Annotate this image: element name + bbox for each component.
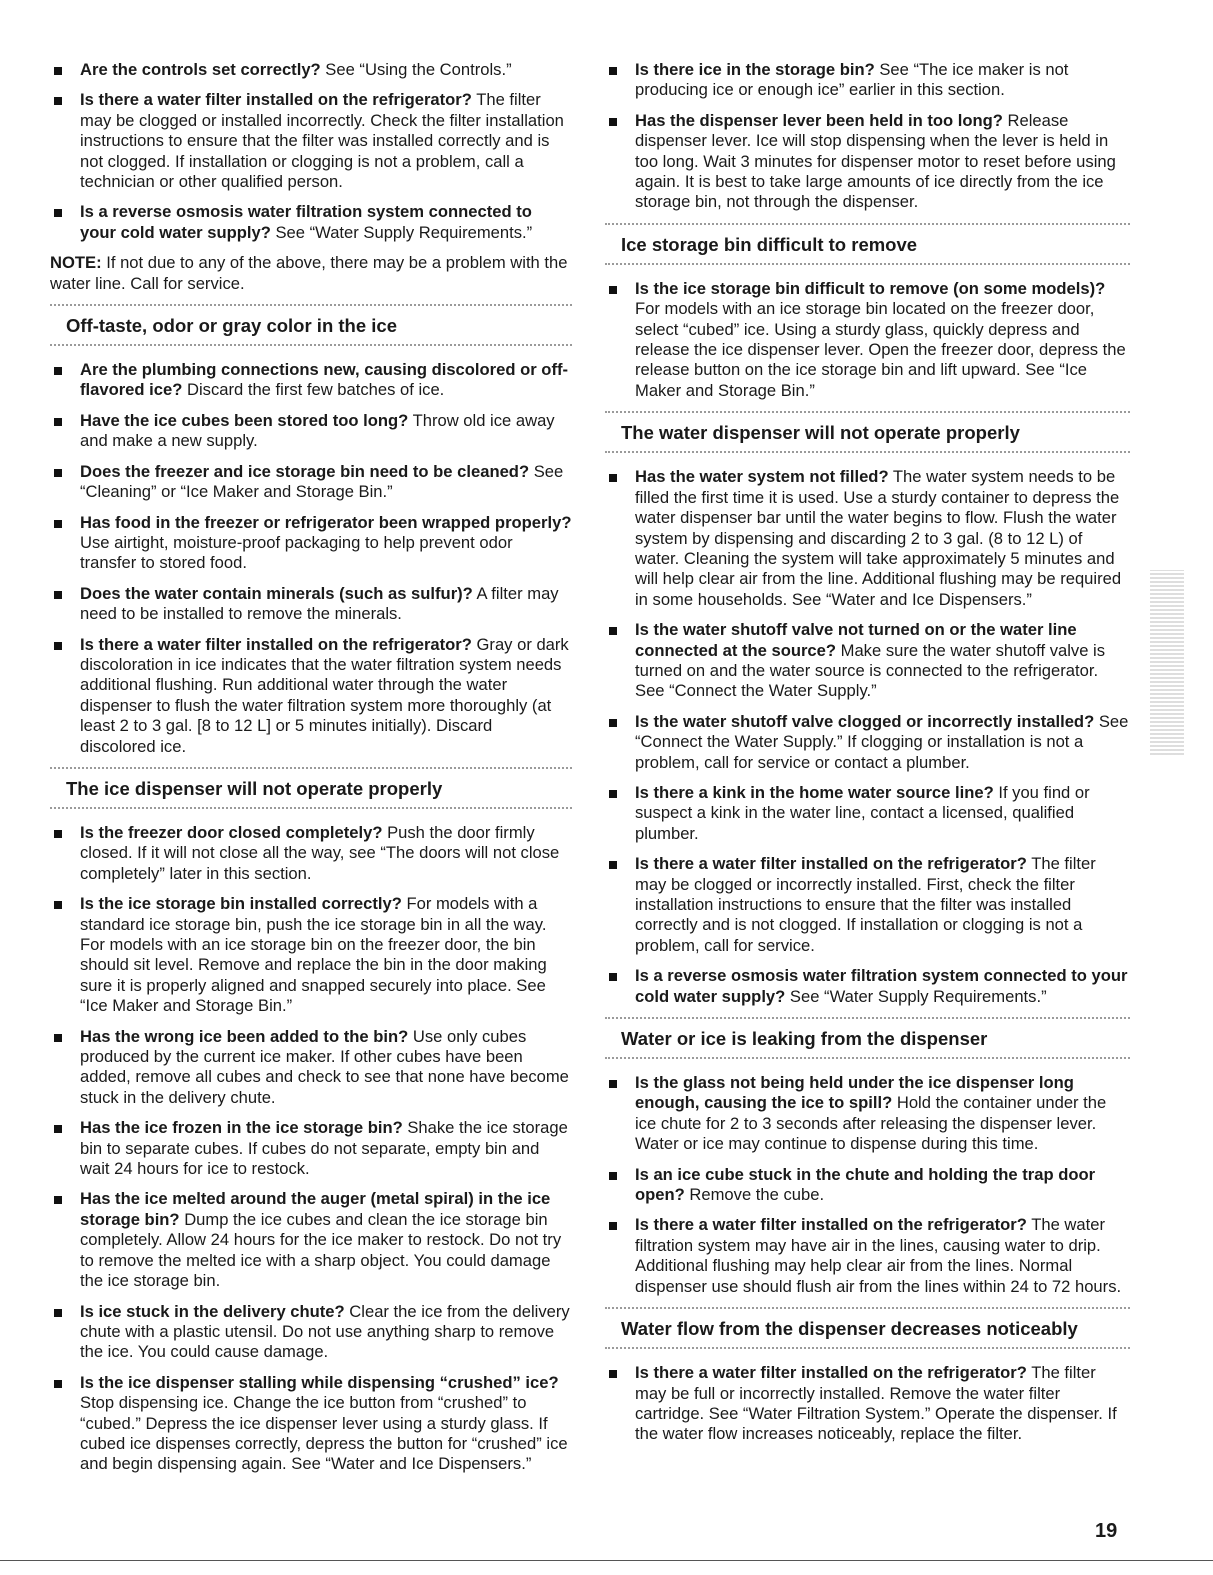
square-bullet-icon — [609, 1080, 617, 1088]
troubleshooting-item — [50, 635, 572, 757]
item-answer: The filter may be clogged or installed incorrectly. Check the filter installation instructions to ensure that the filter was installed correctly and is not clogged. If installation or clogging is not a problem, call a technician or other qualified person. — [80, 90, 564, 192]
section-title: Ice storage bin difficult to remove — [621, 233, 918, 255]
dotted-divider — [50, 807, 572, 809]
item-question: Is there a kink in the home water source line? — [635, 782, 994, 802]
item-question: Has the ice frozen in the ice storage bin? — [80, 1118, 403, 1138]
item-question: Is the water shutoff valve not turned on or the water line connected at the source? — [635, 620, 1077, 660]
square-bullet-icon — [609, 719, 617, 727]
square-bullet-icon — [54, 901, 62, 909]
item-question: Does the freezer and ice storage bin need to be cleaned? — [80, 461, 530, 481]
item-answer: Remove the cube. — [684, 1185, 825, 1205]
note-label: NOTE: — [50, 253, 102, 273]
section-title: Water or ice is leaking from the dispenser — [621, 1028, 988, 1050]
troubleshooting-item — [50, 60, 572, 80]
troubleshooting-item — [50, 823, 572, 884]
square-bullet-icon — [609, 790, 617, 798]
square-bullet-icon — [609, 627, 617, 635]
item-question: Is an ice cube stuck in the chute and holding the trap door open? — [635, 1164, 1096, 1205]
troubleshooting-item — [605, 111, 1130, 213]
square-bullet-icon — [54, 520, 62, 528]
item-answer: Use only cubes produced by the current ice maker. If other cubes have been added, remove all cubes and check to see that none have become stuck in the delivery chute. — [80, 1026, 569, 1107]
square-bullet-icon — [609, 286, 617, 294]
item-question: Is ice stuck in the delivery chute? — [80, 1301, 345, 1321]
troubleshooting-item — [605, 854, 1130, 956]
square-bullet-icon — [54, 469, 62, 477]
item-question: Has food in the freezer or refrigerator been wrapped properly? — [80, 512, 572, 532]
troubleshooting-item — [605, 620, 1130, 702]
item-answer: Dump the ice cubes and clean the ice storage bin completely. Allow 24 hours for the ice maker to restock. Do not try to remove the melted ice with a sharp object. You could damage the ice storage bin. — [80, 1209, 562, 1291]
troubleshooting-item — [50, 1373, 572, 1475]
item-answer: See “Using the Controls.” — [320, 60, 512, 79]
section-header — [605, 1307, 1130, 1349]
item-question: Is a reverse osmosis water filtration system connected to your cold water supply? — [635, 966, 1128, 1006]
troubleshooting-item — [605, 1363, 1130, 1445]
item-answer: Make sure the water shutoff valve is turned on and the water source is connected to the refrigerator. See “Connect the Water Supply.” — [635, 640, 1106, 701]
page-edge-marking — [1150, 570, 1184, 755]
square-bullet-icon — [609, 118, 617, 126]
troubleshooting-item — [50, 462, 572, 503]
item-question: Has the dispenser lever been held in too long? — [635, 110, 1003, 130]
item-question: Is the glass not being held under the ice dispenser long enough, causing the ice to spill? — [635, 1073, 1074, 1113]
square-bullet-icon — [609, 1370, 617, 1378]
note-text: If not due to any of the above, there may be a problem with the water line. Call for service. — [50, 253, 568, 293]
section-title: Off-taste, odor or gray color in the ice — [66, 315, 397, 337]
item-question: Is the freezer door closed completely? — [80, 822, 383, 842]
page-number: 19 — [1095, 1520, 1118, 1542]
item-answer: A filter may need to be installed to remove the minerals. — [80, 583, 559, 624]
item-question: Does the water contain minerals (such as sulfur)? — [80, 583, 473, 603]
item-question: Is there ice in the storage bin? — [635, 60, 875, 79]
square-bullet-icon — [54, 1309, 62, 1317]
troubleshooting-item — [605, 60, 1130, 101]
item-answer: Hold the container under the ice chute for 2 to 3 seconds after releasing the dispenser lever. Water or ice may continue to dispense during this time. — [635, 1093, 1107, 1154]
section-header — [605, 223, 1130, 265]
note-paragraph — [50, 253, 572, 294]
item-answer: Release dispenser lever. Ice will stop dispensing when the lever is held in too long. Wait 3 minutes for dispenser motor to reset before using again. It is best to take large amounts of ice directly from the ice storage bin, not through the dispenser. — [635, 110, 1116, 212]
item-answer: For models with a standard ice storage bin, push the ice storage bin in all the way. For models with an ice storage bin on the freezer door, the bin should sit level. Remove and replace the bin in the door making sure it is properly aligned and snapped securely into place. See “Ice Maker and Storage Bin.” — [80, 894, 547, 1016]
troubleshooting-item — [50, 513, 572, 574]
square-bullet-icon — [609, 973, 617, 981]
square-bullet-icon — [54, 97, 62, 105]
item-answer: For models with an ice storage bin located on the freezer door, select “cubed” ice. Using a sturdy glass, quickly depress and release the ice dispenser lever. Open the freezer door, depress the release button on the ice storage bin and lift upward. See “Ice Maker and Storage Bin.” — [635, 299, 1126, 400]
item-answer: The filter may be clogged or incorrectly installed. First, check the filter installation instructions to ensure that the filter was installed correctly and is not clogged. If installation or clogging is not a problem, call for service. — [635, 854, 1096, 955]
troubleshooting-item — [50, 360, 572, 401]
item-question: Has the water system not filled? — [635, 467, 889, 487]
square-bullet-icon — [609, 1222, 617, 1230]
troubleshooting-item — [605, 966, 1130, 1007]
troubleshooting-item — [50, 202, 572, 243]
item-answer: Discard the first few batches of ice. — [182, 380, 445, 400]
section-title: Water flow from the dispenser decreases noticeably — [621, 1318, 1078, 1340]
troubleshooting-item — [50, 584, 572, 625]
dotted-divider — [50, 344, 572, 346]
item-answer: Shake the ice storage bin to separate cubes. If cubes do not separate, empty bin and wait 24 hours for ice to restock. — [80, 1118, 568, 1179]
section-header — [605, 1017, 1130, 1059]
item-question: Has the wrong ice been added to the bin? — [80, 1026, 409, 1046]
square-bullet-icon — [54, 209, 62, 217]
square-bullet-icon — [54, 418, 62, 426]
item-question: Is there a water filter installed on the refrigerator? — [635, 854, 1027, 874]
troubleshooting-item — [50, 90, 572, 192]
item-answer: See “The ice maker is not producing ice or enough ice” earlier in this section. — [635, 60, 1069, 100]
dotted-divider — [605, 1347, 1130, 1349]
item-question: Are the controls set correctly? — [80, 60, 321, 79]
item-question: Is there a water filter installed on the refrigerator? — [635, 1363, 1027, 1383]
item-answer: The water filtration system may have air in the lines, causing water to drip. Additional flushing may help clear air from the lines. Normal dispenser use should flush air from the lines within 24 to 72 hours. — [635, 1215, 1122, 1296]
item-question: Is the water shutoff valve clogged or incorrectly installed? — [635, 711, 1095, 731]
left-column — [50, 60, 572, 1485]
troubleshooting-item — [50, 894, 572, 1016]
troubleshooting-item — [50, 1027, 572, 1109]
troubleshooting-item — [605, 1215, 1130, 1297]
square-bullet-icon — [54, 367, 62, 375]
item-question: Is the ice dispenser stalling while dispensing “crushed” ice? — [80, 1372, 559, 1392]
square-bullet-icon — [54, 830, 62, 838]
item-question: Is the ice storage bin difficult to remove (on some models)? — [635, 278, 1106, 298]
item-question: Is there a water filter installed on the refrigerator? — [80, 90, 472, 110]
item-answer: See “Water Supply Requirements.” — [270, 222, 533, 242]
item-question: Are the plumbing connections new, causing discolored or off-flavored ice? — [80, 360, 569, 400]
item-question: Has the ice melted around the auger (metal spiral) in the ice storage bin? — [80, 1189, 551, 1229]
item-question: Is there a water filter installed on the refrigerator? — [80, 634, 472, 654]
troubleshooting-item — [50, 411, 572, 452]
square-bullet-icon — [609, 861, 617, 869]
troubleshooting-item — [605, 279, 1130, 401]
square-bullet-icon — [54, 1380, 62, 1388]
troubleshooting-item — [50, 1189, 572, 1291]
square-bullet-icon — [54, 1196, 62, 1204]
dotted-divider — [605, 1057, 1130, 1059]
troubleshooting-item — [605, 467, 1130, 610]
item-answer: The water system needs to be filled the first time it is used. Use a sturdy container to depress the water dispenser bar until the water begins to flow. Flush the water system by dispensing and discarding 2 to 3 gal. (8 to 12 L) of water. Cleaning the system will take approximately 5 minutes and will help clear air from the line. Additional flushing may be required in some households. See “Water and Ice Dispensers.” — [635, 467, 1122, 609]
troubleshooting-item — [605, 1165, 1130, 1206]
item-question: Is there a water filter installed on the refrigerator? — [635, 1215, 1027, 1235]
square-bullet-icon — [609, 67, 617, 75]
section-header — [50, 767, 572, 809]
troubleshooting-item — [605, 783, 1130, 844]
item-answer: Clear the ice from the delivery chute with a plastic utensil. Do not use anything sharp to remove the ice. You could cause damage. — [80, 1301, 570, 1362]
bottom-rule — [0, 1560, 1213, 1561]
item-answer: See “Connect the Water Supply.” If clogging or installation is not a problem, call for service or contact a plumber. — [635, 711, 1129, 772]
square-bullet-icon — [609, 474, 617, 482]
section-header — [605, 411, 1130, 453]
square-bullet-icon — [54, 642, 62, 650]
dotted-divider — [605, 263, 1130, 265]
item-answer: Throw old ice away and make a new supply. — [80, 410, 555, 451]
dotted-divider — [605, 451, 1130, 453]
item-question: Is the ice storage bin installed correctly? — [80, 894, 402, 914]
square-bullet-icon — [54, 591, 62, 599]
troubleshooting-item — [605, 1073, 1130, 1155]
item-answer: See “Cleaning” or “Ice Maker and Storage Bin.” — [80, 461, 564, 502]
section-header — [50, 304, 572, 346]
square-bullet-icon — [54, 1125, 62, 1133]
troubleshooting-item — [50, 1118, 572, 1179]
troubleshooting-item — [605, 712, 1130, 773]
item-question: Have the ice cubes been stored too long? — [80, 410, 409, 430]
item-answer: Gray or dark discoloration in ice indicates that the water filtration system needs additional flushing. Run additional water through the water dispenser to flush the water filtration system more thoroughly (at least 2 to 3 gal. [8 to 12 L] or 5 minutes initially). Discard discolored ice. — [80, 634, 569, 756]
item-answer: Use airtight, moisture-proof packaging to help prevent odor transfer to stored food. — [80, 532, 513, 573]
square-bullet-icon — [54, 1034, 62, 1042]
item-answer: Push the door firmly closed. If it will not close all the way, see “The doors will not close completely” later in this section. — [80, 822, 560, 883]
square-bullet-icon — [54, 67, 62, 75]
right-column — [605, 60, 1130, 1455]
troubleshooting-item — [50, 1302, 572, 1363]
item-question: Is a reverse osmosis water filtration system connected to your cold water supply? — [80, 202, 532, 242]
item-answer: See “Water Supply Requirements.” — [785, 986, 1047, 1006]
item-answer: Stop dispensing ice. Change the ice button from “crushed” to “cubed.” Depress the ice dispenser lever using a sturdy glass. If cubed ice dispenses correctly, depress the button for “crushed” ice and begin dispensing again. See “Water and Ice Dispensers.” — [80, 1393, 568, 1474]
item-answer: The filter may be full or incorrectly installed. Remove the water filter cartridge. See “Water Filtration System.” Operate the dispenser. If the water flow increases noticeably, replace the filter. — [635, 1363, 1117, 1444]
section-title: The ice dispenser will not operate properly — [66, 777, 443, 799]
square-bullet-icon — [609, 1172, 617, 1180]
item-answer: If you find or suspect a kink in the water line, contact a licensed, qualified plumber. — [635, 782, 1090, 843]
section-title: The water dispenser will not operate properly — [621, 422, 1020, 444]
